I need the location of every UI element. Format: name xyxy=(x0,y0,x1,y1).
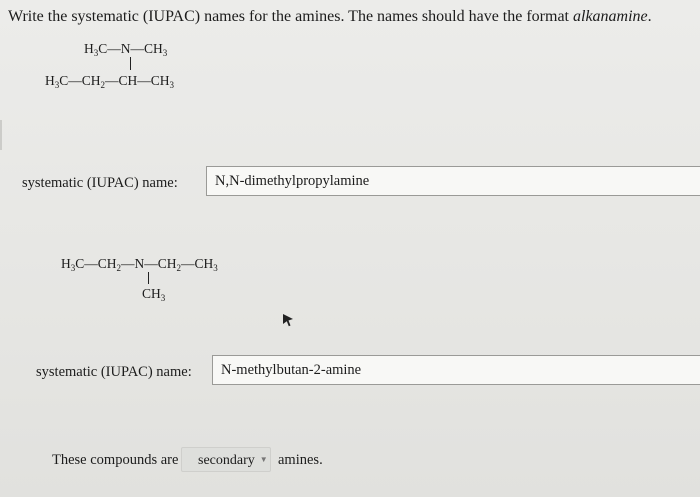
structure-2-methyl: $CH_3$ xyxy=(142,286,166,303)
structure-2-chain: $H_3C—CH_2—N—CH_2—CH_3$ xyxy=(61,256,218,273)
structure-1-top-chain: $H_3C—N—CH_3$ xyxy=(84,41,168,58)
compound-1-answer-field[interactable]: N,N-dimethylpropylamine xyxy=(206,166,700,196)
instructions-text xyxy=(8,8,652,26)
structure-2-bond xyxy=(148,272,149,284)
instructions-lead: Write the systematic (IUPAC) names for the amines. The names should have the format xyxy=(8,8,573,25)
classification-suffix: amines. xyxy=(278,452,323,468)
compound-1-label: systematic (IUPAC) name: xyxy=(22,175,178,191)
instructions-end: . xyxy=(647,8,652,25)
caret-down-icon: ▼ xyxy=(259,455,268,464)
amine-class-dropdown[interactable] xyxy=(181,447,271,472)
dropdown-selected-value: secondary xyxy=(198,453,255,468)
classification-prefix: These compounds are xyxy=(52,452,179,468)
page-edge-mark xyxy=(0,120,12,150)
structure-1-bond xyxy=(130,57,131,70)
compound-2-answer-field[interactable]: N-methylbutan-2-amine xyxy=(212,355,700,385)
mouse-pointer-icon xyxy=(282,313,294,327)
compound-2-label: systematic (IUPAC) name: xyxy=(36,364,192,380)
instructions-format: alkanamine xyxy=(573,8,648,25)
structure-1-bottom-chain: $H_3C—CH_2—CH—CH_3$ xyxy=(45,73,175,90)
